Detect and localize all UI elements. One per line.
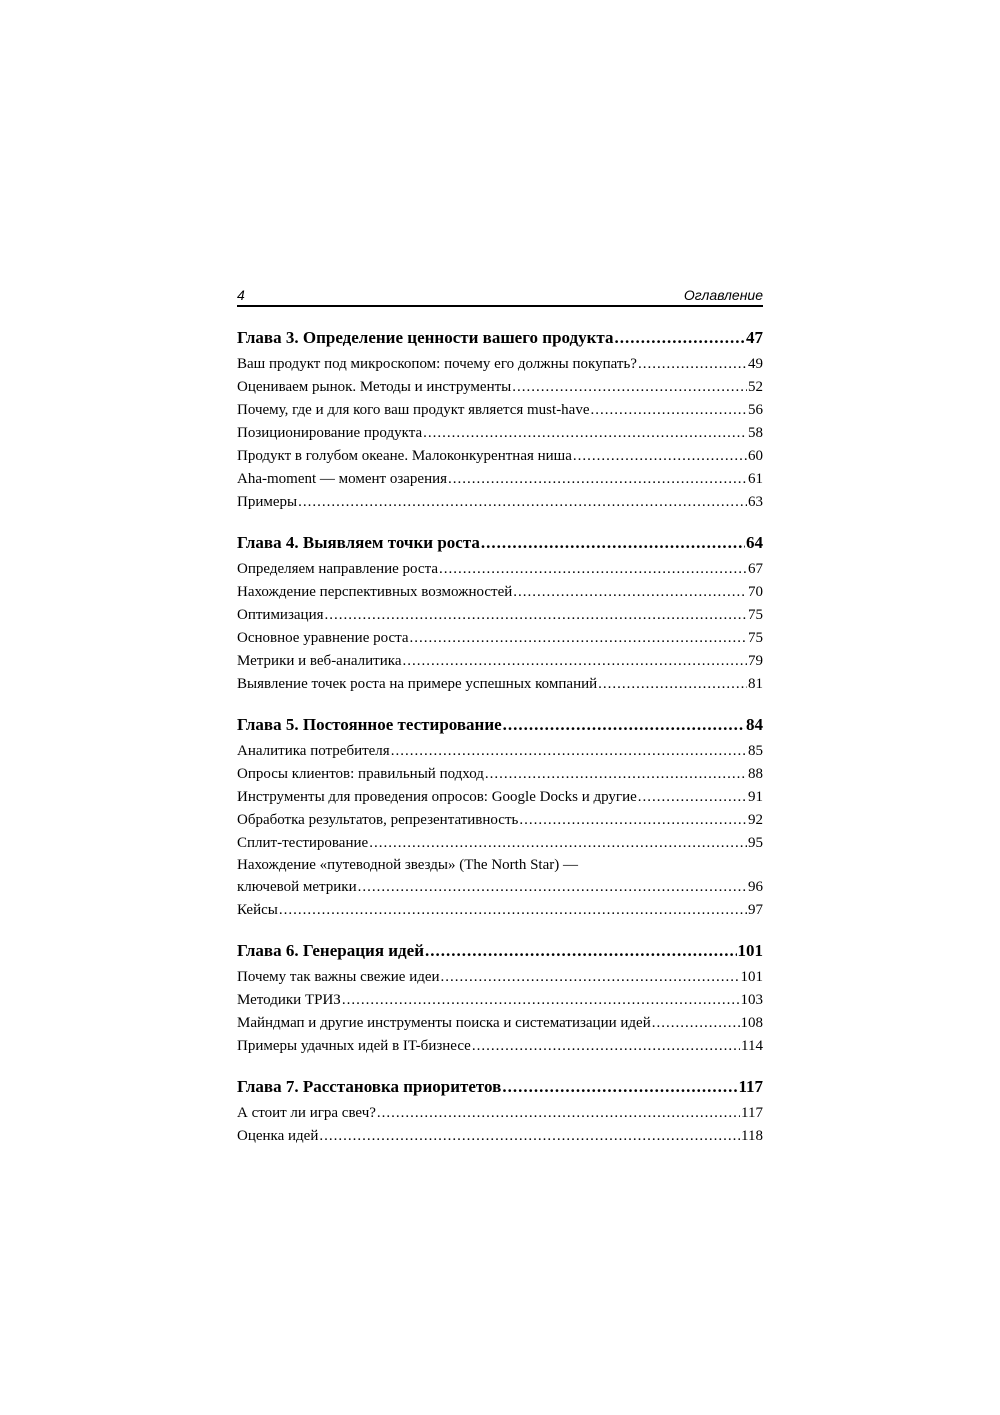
toc-entry[interactable] — [237, 899, 763, 922]
running-head — [237, 285, 763, 307]
dot-leader — [638, 353, 747, 376]
dot-leader — [519, 809, 747, 832]
chapter-title-text: Глава 3. Определение ценности вашего продукта — [237, 328, 614, 347]
toc-entry-page: 61 — [748, 471, 763, 487]
toc-entry[interactable] — [237, 445, 763, 468]
dot-leader — [598, 673, 747, 696]
dot-leader — [638, 786, 747, 809]
toc-entry-title: Методики ТРИЗ — [237, 992, 341, 1008]
toc-entry-page: 58 — [748, 425, 763, 441]
toc-entry-title: Aha-moment — момент озарения — [237, 471, 448, 487]
toc-entry-page: 101 — [740, 969, 763, 985]
dot-leader — [441, 966, 740, 989]
page-number: 4 — [237, 287, 245, 303]
dot-leader — [485, 763, 747, 786]
dot-leader — [512, 376, 747, 399]
toc-entry-title: Основное уравнение роста — [237, 630, 409, 646]
toc-entry-page: 52 — [748, 379, 763, 395]
toc-entry-title: Сплит-тестирование — [237, 835, 369, 851]
chapter-title[interactable] — [237, 531, 763, 555]
toc-entry-title-line1: Нахождение «путеводной звезды» (The North Star) — — [237, 857, 578, 873]
toc-entry-page: 60 — [748, 448, 763, 464]
toc-entry-page: 67 — [748, 561, 763, 577]
dot-leader — [298, 491, 747, 514]
toc-entry-page: 81 — [748, 676, 763, 692]
toc-entry[interactable] — [237, 627, 763, 650]
toc-entry-page: 117 — [741, 1105, 763, 1121]
dot-leader — [410, 627, 747, 650]
toc-entry[interactable] — [237, 832, 763, 855]
toc-entry-page: 56 — [748, 402, 763, 418]
toc-entry[interactable] — [237, 809, 763, 832]
chapter-title-text: Глава 5. Постоянное тестирование — [237, 715, 502, 734]
chapter-page-number: 117 — [738, 1077, 763, 1096]
toc-entry-title: Продукт в голубом океане. Малоконкурентная ниша — [237, 448, 572, 464]
toc-entry[interactable] — [237, 1102, 763, 1125]
dot-leader — [369, 832, 747, 855]
dot-leader — [423, 422, 747, 445]
toc-entry-multiline[interactable] — [237, 855, 763, 899]
toc-entry-title: Обработка результатов, репрезентативность — [237, 812, 519, 828]
table-of-contents — [237, 326, 763, 1148]
toc-entry-title-line2: ключевой метрики — [237, 879, 357, 895]
dot-leader — [481, 531, 745, 555]
toc-entry[interactable] — [237, 376, 763, 399]
toc-entry-page: 70 — [748, 584, 763, 600]
toc-entry-title: Примеры — [237, 494, 298, 510]
toc-entry[interactable] — [237, 558, 763, 581]
chapter-3 — [237, 326, 763, 514]
toc-entry-title: Определяем направление роста — [237, 561, 438, 577]
toc-entry-page: 114 — [741, 1038, 763, 1054]
toc-entry-title: Метрики и веб-аналитика — [237, 653, 402, 669]
dot-leader — [377, 1102, 740, 1125]
toc-entry-title: Нахождение перспективных возможностей — [237, 584, 513, 600]
dot-leader — [319, 1125, 740, 1148]
toc-entry-page: 49 — [748, 356, 763, 372]
dot-leader — [358, 876, 747, 899]
dot-leader — [325, 604, 748, 627]
chapter-title[interactable] — [237, 1075, 763, 1099]
toc-entry-page: 96 — [748, 879, 763, 895]
toc-entry-page: 85 — [748, 743, 763, 759]
dot-leader — [342, 989, 740, 1012]
toc-entry[interactable] — [237, 786, 763, 809]
toc-entry-title: Аналитика потребителя — [237, 743, 390, 759]
toc-entry[interactable] — [237, 353, 763, 376]
toc-entry-title: Майндмап и другие инструменты поиска и систематизации идей — [237, 1015, 651, 1031]
chapter-title[interactable] — [237, 939, 763, 963]
toc-entry-page: 91 — [748, 789, 763, 805]
toc-entry-page: 95 — [748, 835, 763, 851]
toc-entry-page: 75 — [748, 607, 763, 623]
chapter-5 — [237, 713, 763, 922]
toc-entry-title: Ваш продукт под микроскопом: почему его должны покупать? — [237, 356, 637, 372]
chapter-7 — [237, 1075, 763, 1148]
dot-leader — [448, 468, 747, 491]
section-title: Оглавление — [683, 287, 763, 303]
toc-entry-title: А стоит ли игра свеч? — [237, 1105, 376, 1121]
toc-entry[interactable] — [237, 468, 763, 491]
toc-entry[interactable] — [237, 673, 763, 696]
dot-leader — [614, 326, 745, 350]
toc-entry[interactable] — [237, 1125, 763, 1148]
chapter-title[interactable] — [237, 713, 763, 737]
dot-leader — [402, 650, 747, 673]
toc-entry[interactable] — [237, 966, 763, 989]
toc-entry[interactable] — [237, 1012, 763, 1035]
toc-entry[interactable] — [237, 422, 763, 445]
toc-entry-line2 — [237, 876, 763, 899]
toc-entry-title: Выявление точек роста на примере успешных компаний — [237, 676, 598, 692]
toc-entry-title: Примеры удачных идей в IT-бизнесе — [237, 1038, 471, 1054]
dot-leader — [652, 1012, 740, 1035]
dot-leader — [591, 399, 748, 422]
dot-leader — [503, 713, 745, 737]
toc-entry[interactable] — [237, 989, 763, 1012]
toc-entry-page: 63 — [748, 494, 763, 510]
toc-entry-title: Оцениваем рынок. Методы и инструменты — [237, 379, 512, 395]
toc-entry[interactable] — [237, 650, 763, 673]
chapter-page-number: 101 — [737, 941, 763, 960]
chapter-page-number: 84 — [746, 715, 763, 734]
toc-entry-page: 88 — [748, 766, 763, 782]
toc-entry-title: Позиционирование продукта — [237, 425, 423, 441]
dot-leader — [439, 558, 747, 581]
dot-leader — [425, 939, 737, 963]
toc-entry-title: Опросы клиентов: правильный подход — [237, 766, 484, 782]
dot-leader — [472, 1035, 740, 1058]
toc-entry-page: 118 — [741, 1128, 763, 1144]
chapter-title-text: Глава 7. Расстановка приоритетов — [237, 1077, 502, 1096]
chapter-title-text: Глава 6. Генерация идей — [237, 941, 424, 960]
chapter-page-number: 47 — [746, 328, 763, 347]
toc-entry[interactable] — [237, 399, 763, 422]
toc-entry-page: 75 — [748, 630, 763, 646]
toc-entry-page: 97 — [748, 902, 763, 918]
toc-entry-page: 92 — [748, 812, 763, 828]
toc-entry-page: 108 — [740, 1015, 763, 1031]
book-page — [237, 285, 763, 1165]
toc-entry-title: Почему, где и для кого ваш продукт является must-have — [237, 402, 590, 418]
chapter-title-text: Глава 4. Выявляем точки роста — [237, 533, 480, 552]
toc-entry-page: 79 — [748, 653, 763, 669]
chapter-page-number: 64 — [746, 533, 763, 552]
toc-entry-title: Оптимизация — [237, 607, 324, 623]
dot-leader — [279, 899, 747, 922]
dot-leader — [502, 1075, 737, 1099]
toc-entry-page: 103 — [740, 992, 763, 1008]
chapter-title[interactable] — [237, 326, 763, 350]
toc-entry[interactable] — [237, 763, 763, 786]
dot-leader — [573, 445, 747, 468]
chapter-6 — [237, 939, 763, 1058]
chapter-4 — [237, 531, 763, 696]
dot-leader — [513, 581, 747, 604]
dot-leader — [391, 740, 747, 763]
toc-entry-title: Оценка идей — [237, 1128, 319, 1144]
toc-entry[interactable] — [237, 604, 763, 627]
toc-entry-title: Почему так важны свежие идеи — [237, 969, 440, 985]
toc-entry[interactable] — [237, 1035, 763, 1058]
toc-entry[interactable] — [237, 740, 763, 763]
toc-entry-title: Инструменты для проведения опросов: Google Docks и другие — [237, 789, 637, 805]
toc-entry[interactable] — [237, 581, 763, 604]
toc-entry[interactable] — [237, 491, 763, 514]
toc-entry-title: Кейсы — [237, 902, 278, 918]
